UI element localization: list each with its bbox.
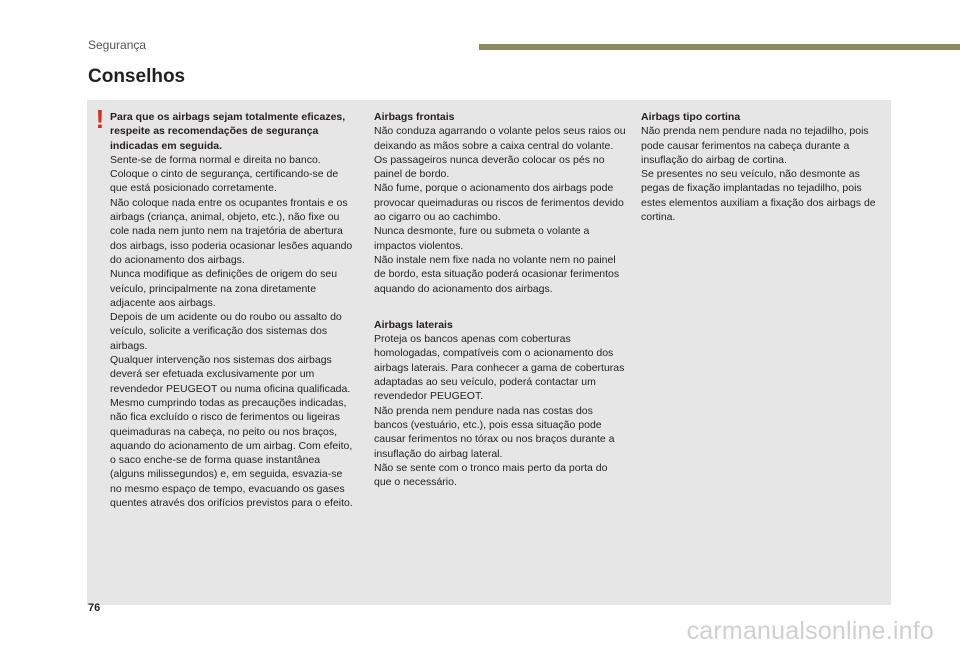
general-advice-intro: Para que os airbags sejam totalmente eficazes, respeite as recomendações de segurança indicadas em seguida. [110, 111, 346, 152]
column-curtain-airbags [641, 110, 881, 224]
frontal-airbags-heading: Airbags frontais [374, 111, 455, 123]
warning-icon: ! [95, 104, 105, 134]
lateral-airbags-text: Proteja os bancos apenas com coberturas homologadas, compatíveis com o acionamento dos airbags laterais. Para conhecer a gama de coberturas adaptadas ao seu veículo, poderá contactar um revendedor PEUGEOT. Não prenda nem pendure nada nas costas dos bancos (vestuário, etc.), pois essa situação pode causar ferimentos no tórax ou nos braços durante a insuflação do airbag lateral. Não se sente com o tronco mais perto da porta do que o necessário. [374, 333, 625, 489]
general-advice-text: Sente-se de forma normal e direita no banco. Coloque o cinto de segurança, certificando-se de que está posicionado corretamente. Não coloque nada entre os ocupantes frontais e os airbags (criança, animal, objeto, etc.), não fixe ou cole nada nem junto nem na trajetória de abertura dos airbags, isso poderia ocasionar lesões aquando do acionamento dos airbags. Nunca modifique as definições de origem do seu veículo, principalmente na zona diretamente adjacente aos airbags. Depois de um acidente ou do roubo ou assalto do veículo, solicite a verificação dos sistemas dos airbags. Qualquer intervenção nos sistemas dos airbags deverá ser efetuada exclusivamente por um revendedor PEUGEOT ou numa oficina qualificada. Mesmo cumprindo todas as precauções indicadas, não fica excluído o risco de ferimentos ou ligeiras queimaduras na cabeça, no peito ou nos braços, aquando do acionamento de um airbag. Com efeito, o saco enche-se de forma quase instantânea (alguns milissegundos) e, em seguida, esvazia-se no mesmo espaço de tempo, evacuando os gases quentes através dos orifícios previstos para o efeito. [110, 153, 353, 510]
page-number: 76 [88, 602, 101, 614]
watermark: carmanualsonline.info [686, 617, 934, 645]
curtain-airbags-text: Não prenda nem pendure nada no tejadilho, pois pode causar ferimentos na cabeça durante a insuflação do airbag de cortina. Se presentes no seu veículo, não desmonte as pegas de fixação implantadas no tejadilho, pois estes elementos auxiliam a fixação dos airbags de cortina. [641, 125, 876, 224]
column-front-side-airbags [374, 110, 626, 489]
curtain-airbags-heading: Airbags tipo cortina [641, 111, 741, 123]
page-title: Conselhos [88, 66, 186, 87]
section-label: Segurança [88, 38, 147, 52]
frontal-airbags-text: Não conduza agarrando o volante pelos seus raios ou deixando as mãos sobre a caixa central do volante. Os passageiros nunca deverão colocar os pés no painel de bordo. Não fume, porque o acionamento dos airbags pode provocar queimaduras ou riscos de ferimentos devido ao cigarro ou ao cachimbo. Nunca desmonte, fure ou submeta o volante a impactos violentos. Não instale nem fixe nada no volante nem no painel de bordo, esta situação poderá ocasionar ferimentos aquando do acionamento dos airbags. [374, 125, 626, 295]
lateral-airbags-heading: Airbags laterais [374, 318, 453, 331]
header-bar [479, 44, 960, 50]
column-general-advice [110, 110, 355, 510]
